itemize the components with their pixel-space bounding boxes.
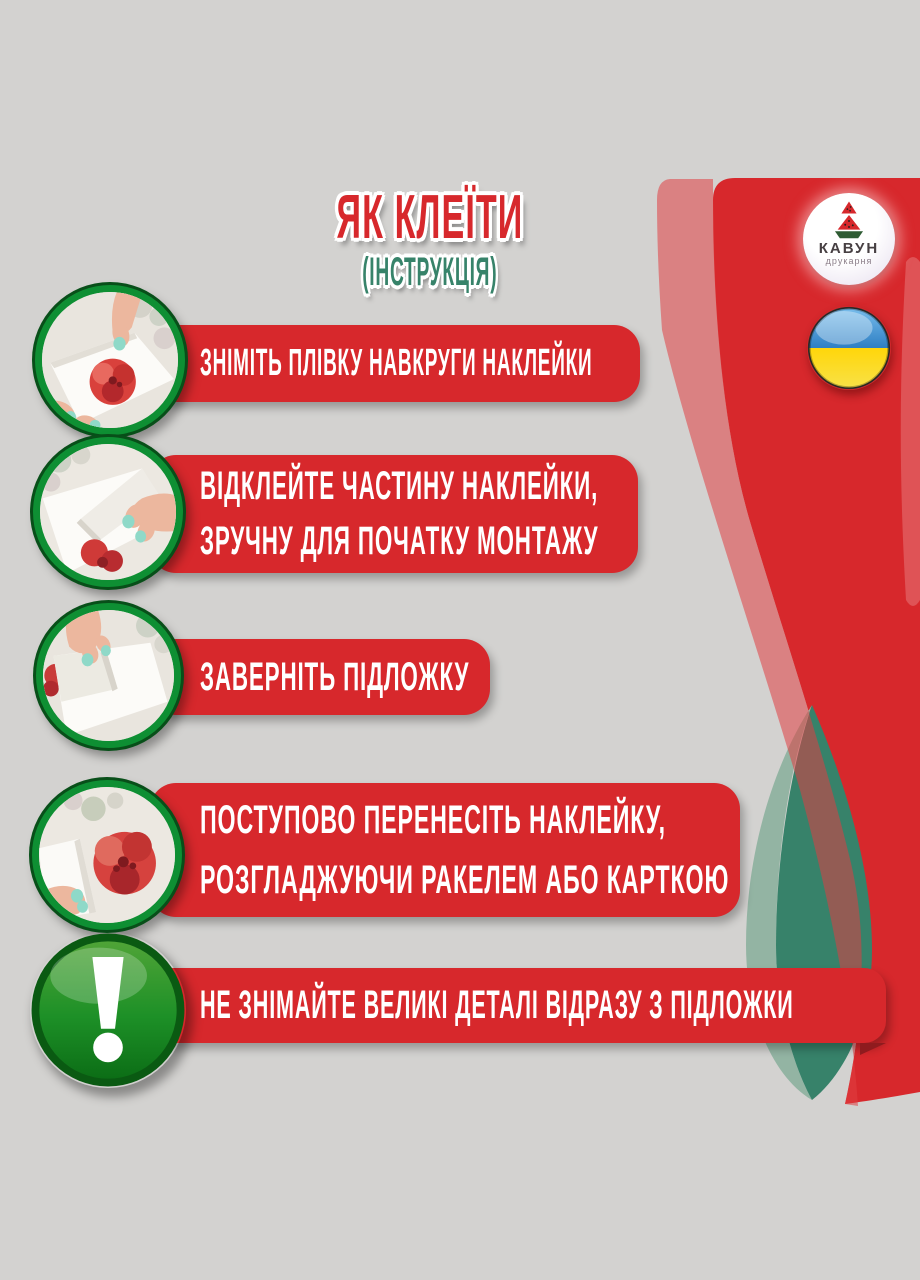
- watermelon-pyramid-icon: [822, 200, 876, 242]
- step-5-banner: [150, 968, 886, 1043]
- step-photo-transfer-sticker: [32, 780, 182, 930]
- page-subtitle-text: (ІНСТРУКЦІЯ): [362, 250, 498, 294]
- warning-exclamation-icon: [30, 932, 186, 1088]
- brand-logo-tagline: друкарня: [825, 256, 873, 266]
- step-3-text: ЗАВЕРНІТЬ ПІДЛОЖКУ: [200, 654, 470, 699]
- page-title: [0, 182, 860, 253]
- step-5-text: НЕ ЗНІМАЙТЕ ВЕЛИКІ ДЕТАЛІ ВІДРАЗУ З ПІДЛОЖКИ: [200, 983, 794, 1027]
- red-edge-highlight: [901, 257, 920, 606]
- step-1-text: ЗНІМІТЬ ПЛІВКУ НАВКРУГИ НАКЛЕЙКИ: [200, 342, 593, 384]
- brand-logo-name: КАВУН: [818, 240, 880, 257]
- step-2-text-2: ЗРУЧНУ ДЛЯ ПОЧАТКУ МОНТАЖУ: [200, 519, 599, 563]
- brand-logo-badge: [803, 193, 895, 285]
- step-1-banner: [150, 325, 640, 402]
- page-title-text: ЯК КЛЕЇТИ: [336, 183, 524, 252]
- step-4-text: ПОСТУПОВО ПЕРЕНЕСІТЬ НАКЛЕЙКУ,: [200, 798, 666, 842]
- step-4-text-2: РОЗГЛАДЖУЮЧИ РАКЕЛЕМ АБО КАРТКОЮ: [200, 858, 730, 902]
- step-2-banner: [150, 455, 638, 573]
- step-photo-peel-sticker-part: [33, 437, 183, 587]
- step-4-banner: [150, 783, 740, 917]
- ukraine-flag-icon: [807, 306, 891, 390]
- step-3-banner: [150, 639, 490, 715]
- step-photo-remove-film: [35, 285, 185, 435]
- step-photo-fold-backing: [36, 603, 181, 748]
- ribbon-fold: [860, 1043, 886, 1055]
- step-2-text: ВІДКЛЕЙТЕ ЧАСТИНУ НАКЛЕЙКИ,: [200, 464, 599, 508]
